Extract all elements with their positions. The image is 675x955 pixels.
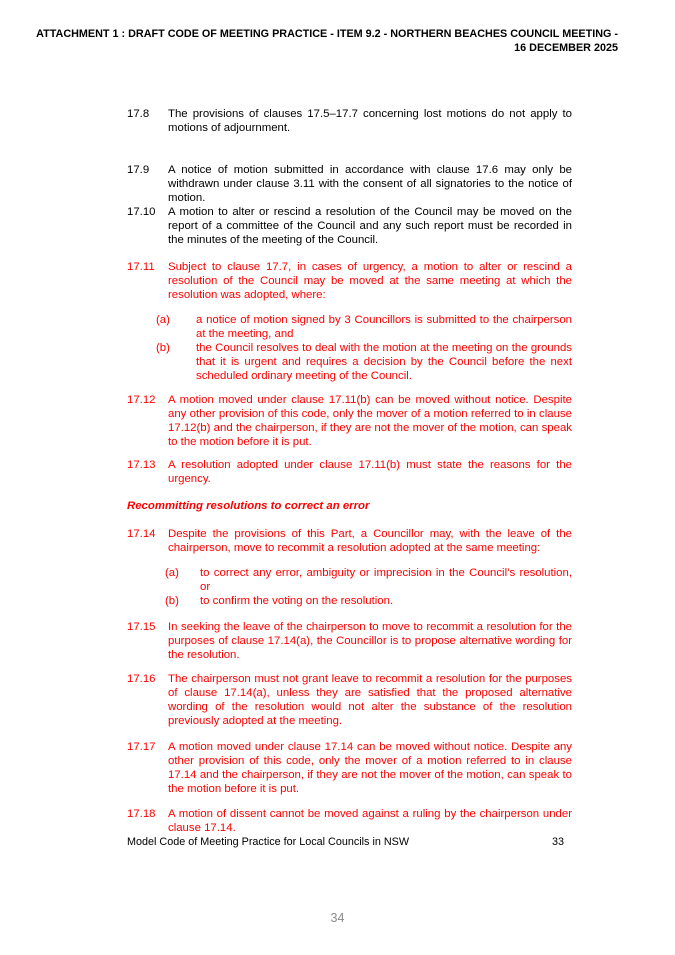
subitem-text: a notice of motion signed by 3 Councillors is submitted to the chairperson at the meeting, and <box>196 314 572 340</box>
clause-number: 17.10 <box>127 206 156 218</box>
clause-17-11-subitem-a <box>156 313 572 341</box>
attachment-header-line1: ATTACHMENT 1 : DRAFT CODE OF MEETING PRACTICE - ITEM 9.2 - NORTHERN BEACHES COUNCIL MEETING - <box>36 28 618 40</box>
clause-text: Subject to clause 17.7, in cases of urgency, a motion to alter or rescind a resolution of the Council may be moved at the same meeting at which the resolution was adopted, where: <box>168 261 572 301</box>
clause-17-14-subitem-b <box>165 594 572 608</box>
clause-17-11-subitem-b <box>156 341 572 383</box>
clause-17-9 <box>127 163 572 205</box>
clause-text: Despite the provisions of this Part, a Councillor may, with the leave of the chairperson, move to recommit a resolution adopted at the same meeting: <box>168 528 572 554</box>
clause-17-18 <box>127 807 572 835</box>
clause-text: A resolution adopted under clause 17.11(b) must state the reasons for the urgency. <box>168 459 572 485</box>
clause-number: 17.9 <box>127 164 150 176</box>
clause-17-14 <box>127 527 572 555</box>
clause-17-15 <box>127 620 572 662</box>
clause-text: The provisions of clauses 17.5–17.7 concerning lost motions do not apply to motions of adjournment. <box>168 108 572 134</box>
subitem-label: (b) <box>156 342 170 354</box>
clause-17-8 <box>127 107 572 135</box>
clause-text: A motion moved under clause 17.11(b) can be moved without notice. Despite any other provision of this code, only the mover of a motion referred to in clause 17.12(b) and the chairperson, if they are not the mover of the motion, can speak to the motion before it is put. <box>168 394 572 448</box>
attachment-header <box>36 27 618 55</box>
subitem-label: (a) <box>165 567 179 579</box>
clause-number: 17.17 <box>127 741 156 753</box>
document-body <box>127 107 572 835</box>
footer-page-number: 33 <box>551 836 564 848</box>
outer-page-number: 34 <box>330 911 345 925</box>
clause-text: The chairperson must not grant leave to recommit a resolution for the purposes of clause 17.14(a), unless they are satisfied that the proposed alternative wording of the resolution would not alter the substance of the resolution previously adopted at the meeting. <box>168 673 572 727</box>
subitem-text: to confirm the voting on the resolution. <box>200 595 394 607</box>
clause-text: A motion to alter or rescind a resolution of the Council may be moved on the report of a committee of the Council and any such report must be recorded in the minutes of the meeting of the Council. <box>168 206 572 246</box>
clause-number: 17.13 <box>127 459 156 471</box>
clause-17-17 <box>127 740 572 796</box>
clause-number: 17.12 <box>127 394 156 406</box>
clause-number: 17.14 <box>127 528 156 540</box>
subitem-text: to correct any error, ambiguity or imprecision in the Council’s resolution, or <box>200 567 572 593</box>
clause-17-16 <box>127 672 572 728</box>
section-heading-recommitting-resolutions: Recommitting resolutions to correct an error <box>127 500 370 512</box>
clause-number: 17.18 <box>127 808 156 820</box>
subitem-label: (b) <box>165 595 179 607</box>
clause-text: A motion moved under clause 17.14 can be moved without notice. Despite any other provision of this code, only the mover of a motion referred to in clause 17.14 and the chairperson, if they are not the mover of the motion, can speak to the motion before it is put. <box>168 741 572 795</box>
clause-text: A motion of dissent cannot be moved against a ruling by the chairperson under clause 17.14. <box>168 808 572 834</box>
document-footer <box>127 835 564 849</box>
clause-text: In seeking the leave of the chairperson to move to recommit a resolution for the purposes of clause 17.14(a), the Councillor is to propose alternative wording for the resolution. <box>168 621 572 661</box>
clause-number: 17.11 <box>127 261 155 273</box>
clause-17-12 <box>127 393 572 449</box>
clause-number: 17.15 <box>127 621 156 633</box>
subitem-label: (a) <box>156 314 170 326</box>
clause-text: A notice of motion submitted in accordance with clause 17.6 may only be withdrawn under clause 3.11 with the consent of all signatories to the notice of motion. <box>168 164 572 204</box>
clause-number: 17.16 <box>127 673 156 685</box>
clause-17-11 <box>127 260 572 302</box>
footer-title: Model Code of Meeting Practice for Local Councils in NSW <box>127 836 410 848</box>
clause-17-10 <box>127 205 572 247</box>
clause-number: 17.8 <box>127 108 150 120</box>
clause-17-13 <box>127 458 572 486</box>
attachment-header-line2: 16 DECEMBER 2025 <box>514 42 618 54</box>
subitem-text: the Council resolves to deal with the motion at the meeting on the grounds that it is urgent and requires a decision by the Council before the next scheduled ordinary meeting of the Council. <box>196 342 572 382</box>
clause-17-14-subitem-a <box>165 566 572 594</box>
